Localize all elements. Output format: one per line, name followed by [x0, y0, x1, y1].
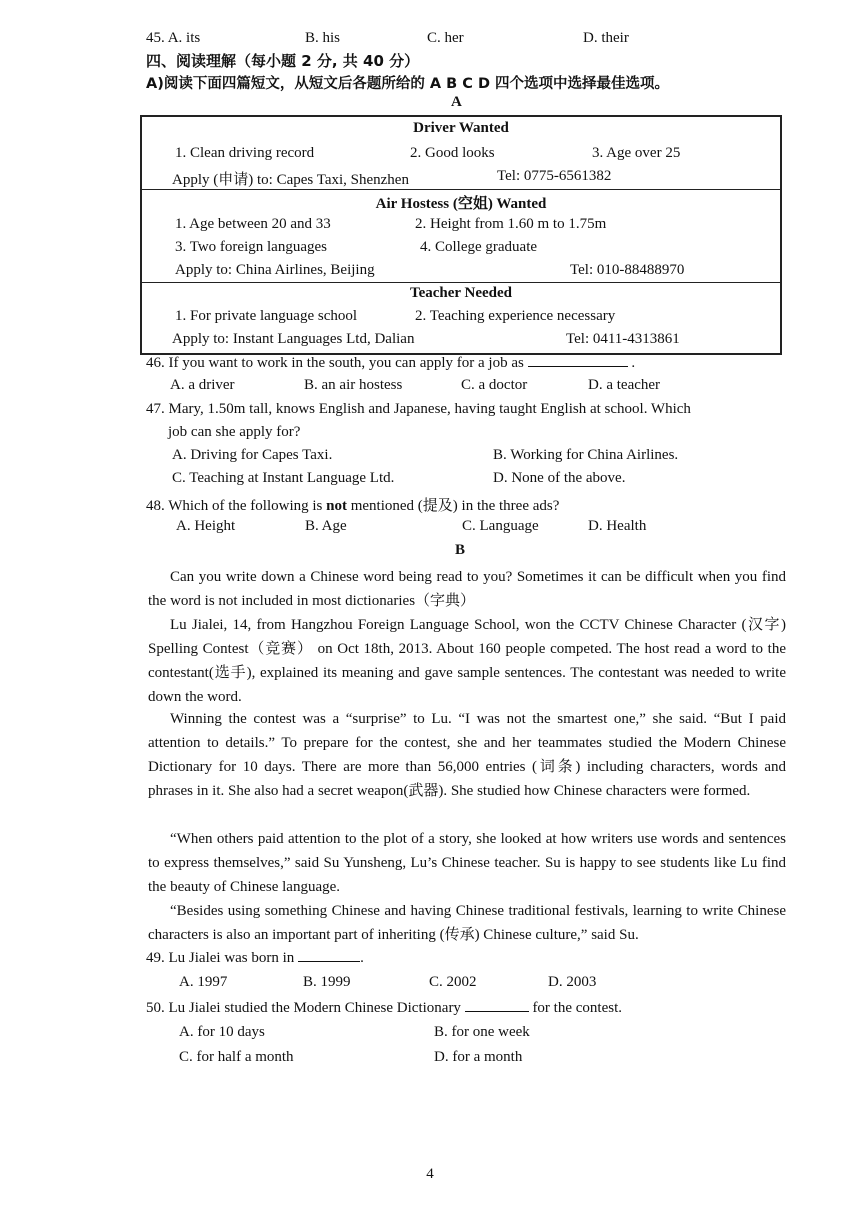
q46-end: . — [631, 355, 636, 371]
passage-b-paragraph — [148, 899, 786, 947]
question-47-line1: 47. Mary, 1.50m tall, knows English and Japanese, having taught English at school. Which — [146, 401, 691, 417]
answer-blank — [465, 999, 529, 1012]
ad-teacher-apply: Apply to: Instant Languages Ltd, Dalian — [172, 331, 415, 347]
ad-teacher-tel: Tel: 0411-4313861 — [566, 331, 680, 347]
paragraph-text: Winning the contest was a “surprise” to Lu. “I was not the smartest one,” she said. “But I paid attention to details.” To prepare for the contest, she and her teammates studied the Modern Chinese Dictionary for 10 days. There are more than 56,000 entries (词条) including characters, words and phrases in it. She also had a secret weapon(武器). She studied how Chinese characters were formed. — [148, 711, 786, 799]
paragraph-text: Can you write down a Chinese word being read to you? Sometimes it can be difficult when you find the word is not included in most dictionaries（字典） — [148, 569, 786, 609]
q49-option-d: D. 2003 — [548, 974, 597, 990]
q49-end: . — [360, 950, 364, 966]
ad-hostess-item: 2. Height from 1.60 m to 1.75m — [415, 216, 607, 232]
passage-b-paragraph — [148, 613, 786, 709]
q50-option-c: C. for half a month — [179, 1049, 294, 1065]
paragraph-text: “Besides using something Chinese and having Chinese traditional festivals, learning to write Chinese characters is also an important part of inheriting (传承) Chinese culture,” said Su. — [148, 903, 786, 943]
question-46-stem — [146, 354, 635, 372]
ad-hostess-apply: Apply to: China Airlines, Beijing — [175, 262, 375, 278]
q47-option-b: B. Working for China Airlines. — [493, 447, 679, 463]
answer-blank — [298, 949, 360, 962]
q46-text: 46. If you want to work in the south, you can apply for a job as — [146, 355, 524, 371]
q47-option-d: D. None of the above. — [493, 470, 626, 486]
q45-option-a: 45. A. its — [146, 30, 201, 46]
q45-number: 45. — [146, 30, 168, 46]
ad-divider — [142, 282, 780, 283]
q50-end: for the contest. — [532, 1000, 622, 1016]
q50-option-b: B. for one week — [434, 1024, 530, 1040]
ad-hostess-item: 1. Age between 20 and 33 — [175, 216, 331, 232]
section-title: 四、阅读理解（每小题 2 分, 共 40 分） — [146, 52, 420, 70]
ad-driver-apply: Apply (申请) to: Capes Taxi, Shenzhen — [172, 172, 409, 188]
paragraph-text: “When others paid attention to the plot of a story, she looked at how writers use words and sentences to express themselves,” said Su Yunsheng, Lu’s Chinese teacher. Su is happy to see students like Lu find the beauty of Chinese language. — [148, 831, 786, 895]
q48-emphasis: not — [326, 498, 347, 514]
paragraph-text: Lu Jialei, 14, from Hangzhou Foreign Language School, won the CCTV Chinese Character (汉字) Spelling Contest（竞赛） on Oct 18th, 2013. About 160 people competed. The host read a word to the contestant(选手), explained its meaning and gave sample sentences. The contestant was needed to write down the word. — [148, 617, 786, 705]
passage-b-paragraph — [148, 827, 786, 899]
q50-option-a: A. for 10 days — [179, 1024, 265, 1040]
ad-teacher-item: 1. For private language school — [175, 308, 358, 324]
ad-hostess-item: 3. Two foreign languages — [175, 239, 327, 255]
q50-option-d: D. for a month — [434, 1049, 523, 1065]
q48-option-d: D. Health — [588, 518, 647, 534]
ad-driver-item: 3. Age over 25 — [592, 145, 681, 161]
passage-b-label: B — [455, 542, 466, 558]
question-50-stem — [146, 999, 622, 1017]
ad-driver-item: 1. Clean driving record — [175, 145, 315, 161]
ad-driver-tel: Tel: 0775-6561382 — [497, 168, 612, 184]
q45-option-d: D. their — [583, 30, 629, 46]
passage-b-paragraph — [148, 565, 786, 613]
q45-option-c: C. her — [427, 30, 464, 46]
ad-hostess-tel: Tel: 010-88488970 — [570, 262, 685, 278]
q47-option-c: C. Teaching at Instant Language Ltd. — [172, 470, 395, 486]
answer-blank — [528, 354, 628, 367]
q49-text: 49. Lu Jialei was born in — [146, 950, 295, 966]
ad-teacher-item: 2. Teaching experience necessary — [415, 308, 616, 324]
ad-driver-item: 2. Good looks — [410, 145, 495, 161]
q48-text: mentioned (提及) in the three ads? — [350, 498, 560, 514]
ads-box — [140, 115, 782, 355]
ad-divider — [142, 189, 780, 190]
q49-option-b: B. 1999 — [303, 974, 351, 990]
ad-driver-title: Driver Wanted — [413, 120, 509, 136]
ad-hostess-item: 4. College graduate — [420, 239, 538, 255]
q46-option-c: C. a doctor — [461, 377, 528, 393]
q48-option-a: A. Height — [176, 518, 236, 534]
q46-option-b: B. an air hostess — [304, 377, 403, 393]
passage-a-label: A — [451, 94, 462, 110]
q49-option-c: C. 2002 — [429, 974, 477, 990]
page-number: 4 — [426, 1166, 434, 1182]
ad-teacher-title: Teacher Needed — [409, 285, 513, 301]
q47-option-a: A. Driving for Capes Taxi. — [172, 447, 333, 463]
q48-option-c: C. Language — [462, 518, 539, 534]
q48-text: 48. Which of the following is — [146, 498, 323, 514]
question-48-stem — [146, 494, 559, 515]
q46-option-a: A. a driver — [170, 377, 235, 393]
q50-text: 50. Lu Jialei studied the Modern Chinese Dictionary — [146, 1000, 461, 1016]
ad-hostess-title: Air Hostess (空姐) Wanted — [375, 196, 547, 212]
passage-b-paragraph — [148, 707, 786, 803]
q49-option-a: A. 1997 — [179, 974, 228, 990]
q46-option-d: D. a teacher — [588, 377, 661, 393]
q45-option-b: B. his — [305, 30, 341, 46]
q48-option-b: B. Age — [305, 518, 347, 534]
question-49-stem — [146, 949, 364, 967]
section-instruction: A)阅读下面四篇短文，从短文后各题所给的 A B C D 四个选项中选择最佳选项。 — [146, 76, 670, 92]
question-47-line2: job can she apply for? — [168, 424, 301, 440]
